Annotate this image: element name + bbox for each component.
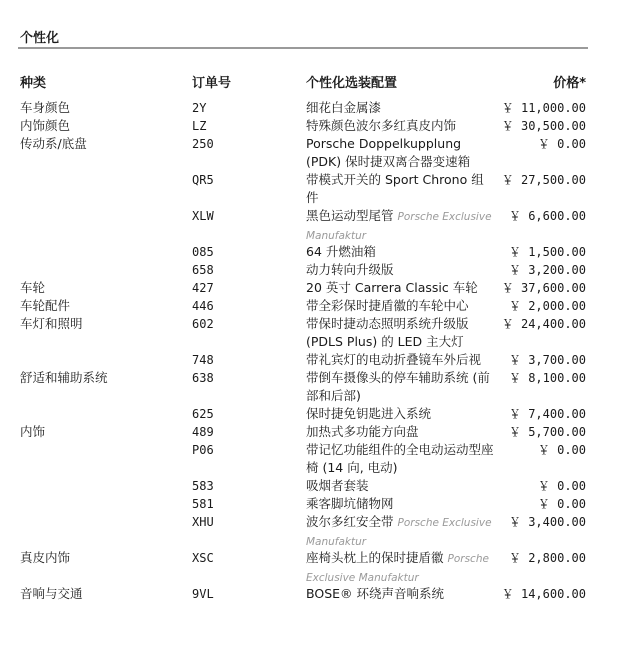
header-code: 订单号	[192, 76, 232, 91]
option-description-text: 特殊颜色波尔多红真皮内饰	[306, 118, 457, 133]
option-code: 2Y	[192, 101, 207, 115]
table-row	[0, 495, 640, 513]
header-config: 个性化选装配置	[306, 76, 398, 91]
option-price: ￥ 2,800.00	[508, 551, 586, 565]
option-code: 427	[192, 281, 214, 295]
option-description-text: 带记忆功能组件的全电动运动型座椅 (14 向, 电动)	[306, 442, 494, 475]
option-code: 583	[192, 479, 214, 493]
option-description	[306, 315, 494, 351]
option-category: 内饰	[20, 424, 46, 439]
options-table	[0, 99, 640, 603]
option-description-text: 波尔多红安全带	[306, 514, 394, 529]
option-code: 9VL	[192, 587, 214, 601]
table-row	[0, 315, 640, 351]
option-code: 638	[192, 371, 214, 385]
option-code: 658	[192, 263, 214, 277]
table-row	[0, 207, 640, 243]
option-price: ￥ 3,700.00	[508, 353, 586, 367]
option-description-text: 带全彩保时捷盾徽的车轮中心	[306, 298, 469, 313]
table-row	[0, 117, 640, 135]
option-category: 舒适和辅助系统	[20, 370, 108, 385]
option-code: QR5	[192, 173, 214, 187]
option-code: XHU	[192, 515, 214, 529]
table-row	[0, 369, 640, 405]
option-price: ￥ 3,400.00	[508, 515, 586, 529]
option-price: ￥ 0.00	[537, 443, 586, 457]
table-row	[0, 351, 640, 369]
option-description	[306, 207, 494, 245]
option-code: 446	[192, 299, 214, 313]
option-description-text: 带保时捷动态照明系统升级版 (PDLS Plus) 的 LED 主大灯	[306, 316, 469, 349]
section-title: 个性化	[20, 31, 60, 46]
option-description	[306, 495, 494, 513]
table-row	[0, 585, 640, 603]
option-code: 581	[192, 497, 214, 511]
option-price: ￥ 0.00	[537, 137, 586, 151]
option-price: ￥ 30,500.00	[501, 119, 586, 133]
option-description	[306, 297, 494, 315]
option-price: ￥ 7,400.00	[508, 407, 586, 421]
option-code: 748	[192, 353, 214, 367]
option-description	[306, 117, 494, 135]
option-description	[306, 99, 494, 117]
option-price: ￥ 0.00	[537, 479, 586, 493]
option-price: ￥ 24,400.00	[501, 317, 586, 331]
table-row	[0, 441, 640, 477]
option-category: 真皮内饰	[20, 550, 71, 565]
option-price: ￥ 11,000.00	[501, 101, 586, 115]
option-category: 内饰颜色	[20, 118, 71, 133]
option-description-text: 64 升燃油箱	[306, 244, 376, 259]
option-category: 车身颜色	[20, 100, 71, 115]
option-description-text: Porsche Doppelkupplung (PDK) 保时捷双离合器变速箱	[306, 136, 471, 169]
option-description	[306, 513, 494, 551]
option-category: 传动系/底盘	[20, 136, 87, 151]
option-price: ￥ 14,600.00	[501, 587, 586, 601]
table-row	[0, 171, 640, 207]
option-price: ￥ 8,100.00	[508, 371, 586, 385]
option-description-text: 座椅头枕上的保时捷盾徽	[306, 550, 444, 565]
option-code: 489	[192, 425, 214, 439]
option-description	[306, 423, 494, 441]
option-code: 085	[192, 245, 214, 259]
option-price: ￥ 6,600.00	[508, 209, 586, 223]
option-price: ￥ 37,600.00	[501, 281, 586, 295]
option-description-text: 动力转向升级版	[306, 262, 394, 277]
header-category: 种类	[20, 76, 47, 91]
option-description-text: 吸烟者套装	[306, 478, 369, 493]
table-row	[0, 279, 640, 297]
option-manufaktur-note: Porsche Exclusive Manufaktur	[306, 517, 492, 548]
option-description-text: 黑色运动型尾管	[306, 208, 394, 223]
option-description-text: 20 英寸 Carrera Classic 车轮	[306, 280, 478, 295]
option-description	[306, 261, 494, 279]
option-description-text: BOSE® 环绕声音响系统	[306, 586, 445, 601]
option-description	[306, 477, 494, 495]
option-description	[306, 351, 494, 369]
option-description	[306, 369, 494, 405]
option-description	[306, 405, 494, 423]
table-row	[0, 297, 640, 315]
table-row	[0, 261, 640, 279]
option-description	[306, 585, 494, 603]
table-row	[0, 405, 640, 423]
option-description-text: 乘客脚坑储物网	[306, 496, 394, 511]
option-description-text: 保时捷免钥匙进入系统	[306, 406, 432, 421]
table-row	[0, 423, 640, 441]
option-code: XLW	[192, 209, 214, 223]
option-description	[306, 279, 494, 297]
header-divider	[18, 47, 588, 49]
option-price: ￥ 1,500.00	[508, 245, 586, 259]
option-code: 602	[192, 317, 214, 331]
table-row	[0, 243, 640, 261]
option-code: XSC	[192, 551, 214, 565]
option-description	[306, 243, 494, 261]
option-manufaktur-note: Porsche Exclusive Manufaktur	[306, 553, 489, 584]
header-price: 价格*	[553, 76, 586, 91]
option-description	[306, 171, 494, 207]
option-description-text: 带礼宾灯的电动折叠镜车外后视	[306, 352, 482, 367]
option-description	[306, 135, 494, 171]
option-description-text: 带倒车摄像头的停车辅助系统 (前部和后部)	[306, 370, 490, 403]
option-code: 250	[192, 137, 214, 151]
option-description-text: 加热式多功能方向盘	[306, 424, 419, 439]
option-category: 音响与交通	[20, 586, 83, 601]
option-description-text: 带模式开关的 Sport Chrono 组件	[306, 172, 484, 205]
option-price: ￥ 0.00	[537, 497, 586, 511]
table-row	[0, 477, 640, 495]
option-price: ￥ 2,000.00	[508, 299, 586, 313]
option-category: 车轮配件	[20, 298, 71, 313]
option-description	[306, 549, 494, 587]
option-manufaktur-note: Porsche Exclusive Manufaktur	[306, 211, 492, 242]
option-description	[306, 441, 494, 477]
option-code: LZ	[192, 119, 207, 133]
option-category: 车轮	[20, 280, 46, 295]
table-row	[0, 549, 640, 585]
table-row	[0, 135, 640, 171]
option-category: 车灯和照明	[20, 316, 83, 331]
table-row	[0, 99, 640, 117]
option-description-text: 细花白金属漆	[306, 100, 382, 115]
option-price: ￥ 3,200.00	[508, 263, 586, 277]
option-price: ￥ 27,500.00	[501, 173, 586, 187]
option-code: 625	[192, 407, 214, 421]
option-price: ￥ 5,700.00	[508, 425, 586, 439]
table-row	[0, 513, 640, 549]
option-code: P06	[192, 443, 214, 457]
